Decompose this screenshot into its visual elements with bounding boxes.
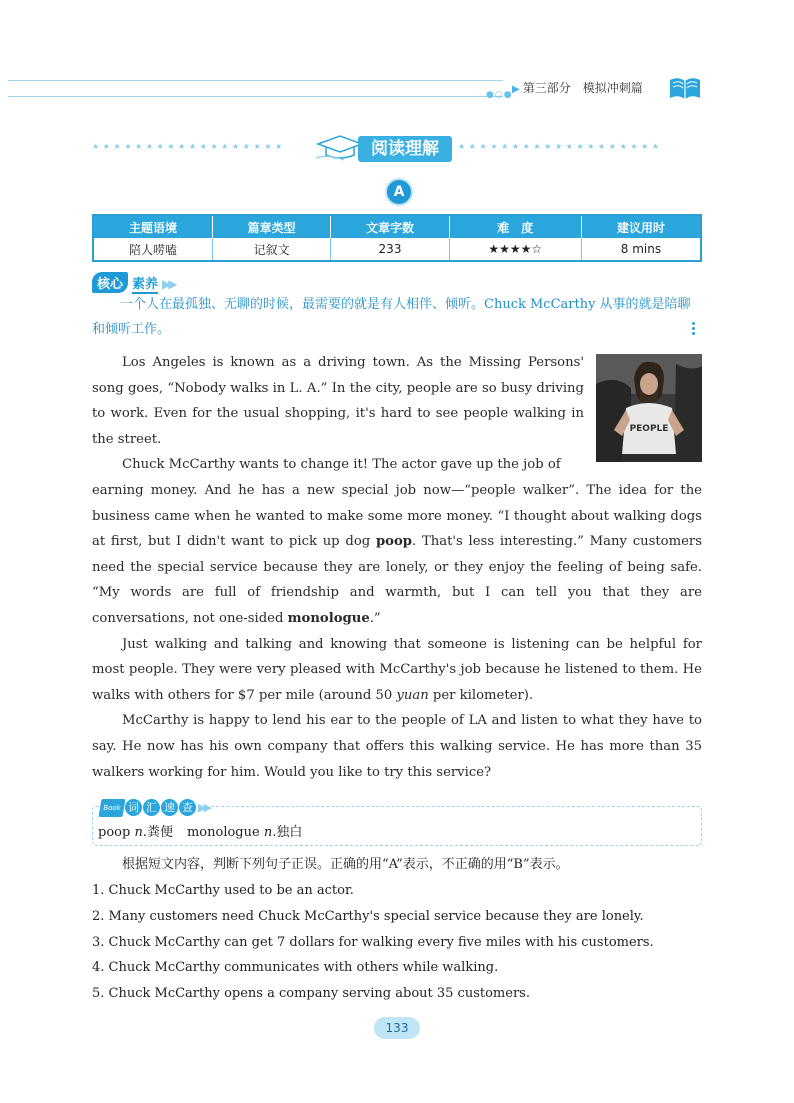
header-rule-top xyxy=(8,80,503,81)
value-theme: 陪人唠嗑 xyxy=(129,242,178,257)
stars-left: ★★★★★★★★★★★★★★★★★★ xyxy=(92,142,286,151)
vocab-term: monologue xyxy=(186,825,260,840)
paragraph-4: McCarthy is happy to lend his ear to the people of LA and listen to what they have to say. He now has his own company that offers this walking service. He has more than 35 walkers working for him. Would you like to try this service? xyxy=(92,713,702,780)
question-item: 4. Chuck McCarthy communicates with others while walking. xyxy=(92,960,499,976)
passage-label: A xyxy=(385,178,413,206)
double-arrow-icon: ▶▶ xyxy=(198,801,209,814)
header-genre: 篇章类型 xyxy=(213,215,331,238)
core-dots xyxy=(692,322,695,337)
info-table-value-row xyxy=(93,238,701,261)
header-suggested-time: 建议用时 xyxy=(581,215,701,238)
core-badge-right: 素养 xyxy=(132,273,158,294)
section-title: 阅读理解 xyxy=(358,136,452,162)
vocab-char-3: 速 xyxy=(161,799,178,816)
header-rule-bottom xyxy=(8,96,503,97)
open-book-icon xyxy=(668,74,702,102)
question-item: 2. Many customers need Chuck McCarthy's special service because they are lonely. xyxy=(92,908,644,924)
question-item: 1. Chuck McCarthy used to be an actor. xyxy=(92,883,354,898)
vocab-char-1: 词 xyxy=(125,799,142,816)
header-section: 模拟冲刺篇 xyxy=(582,81,643,95)
vocab-heading xyxy=(100,797,211,817)
paragraph-2-line-1: Chuck McCarthy wants to change it! The actor gave up the job of xyxy=(122,457,561,473)
question-instruction: 根据短文内容，判断下列句子正误。正确的用“A”表示，不正确的用“B”表示。 xyxy=(122,857,569,872)
vocab-char-4: 查 xyxy=(179,799,196,816)
running-header xyxy=(512,79,643,96)
paragraph-3: Just walking and talking and knowing that someone is listening can be helpful for most people. They were very pleased with McCarthy's job because he listened to them. He walks with others for $7 per mile (around 50 yuan per kilometer). xyxy=(92,636,702,703)
question-list xyxy=(92,878,654,1007)
core-badge-left: 核心 xyxy=(92,272,128,293)
vocab-word-poop: poop xyxy=(375,534,412,550)
value-suggested-time: 8 mins xyxy=(581,238,701,261)
core-literacy-badge xyxy=(92,272,175,294)
question-item: 3. Chuck McCarthy can get 7 dollars for walking every five miles with his customers. xyxy=(92,934,654,950)
paragraph-2: earning money. And he has a new special job now—“people walker”. The idea for the business came when he wanted to make some more money. “I thought about walking dogs at first, but I didn't want to pick up dog poop. That's less interesting.” Many customers need the special service because they are lonely, or they enjoy the feeling of being safe. “My words are full of friendship and warmth, but I can tell you that they are conversations, not one-sided monologue.” xyxy=(92,482,702,626)
photo-shirt-text: PEOPLE xyxy=(629,424,669,434)
double-arrow-icon: ▶▶ xyxy=(162,277,175,291)
value-word-count: 233 xyxy=(331,238,449,261)
passage-info-table xyxy=(92,214,702,262)
value-difficulty: ★★★★☆ xyxy=(449,238,581,261)
question-item: 5. Chuck McCarthy opens a company serving about 35 customers. xyxy=(92,986,530,1002)
header-word-count: 文章字数 xyxy=(331,215,449,238)
value-genre: 记叙文 xyxy=(213,238,331,261)
header-theme: 主题语境 xyxy=(93,215,213,238)
core-literacy-text: 一个人在最孤独、无聊的时候，最需要的就是有人相伴、倾听。Chuck McCarthy 从事的就是陪聊和倾听工作。 xyxy=(92,297,691,337)
header-part: 第三部分 xyxy=(522,81,571,95)
vocab-term: poop xyxy=(98,825,131,840)
header-difficulty: 难 度 xyxy=(449,215,581,238)
vocab-list: poop n.粪便 monologue n.独白 xyxy=(98,825,303,840)
paragraph-1: Los Angeles is known as a driving town. As the Missing Persons' song goes, “Nobody walks in L. A.” In the city, people are so busy driving to work. Even for the usual shopping, it's hard to see people walking in the street. xyxy=(92,355,584,447)
stars-right: ★★★★★★★★★★★★★★★★★★★ xyxy=(458,142,663,151)
page-number: 133 xyxy=(374,1017,420,1039)
book-icon: Book xyxy=(98,799,125,817)
header-dots: ●○● xyxy=(486,90,513,100)
vocab-word-monologue: monologue xyxy=(287,610,370,626)
reading-passage xyxy=(92,350,702,785)
info-table-header-row xyxy=(93,215,701,238)
word-yuan: yuan xyxy=(396,687,429,703)
vocab-char-2: 汇 xyxy=(143,799,160,816)
triangle-icon: ▶ xyxy=(512,84,520,95)
